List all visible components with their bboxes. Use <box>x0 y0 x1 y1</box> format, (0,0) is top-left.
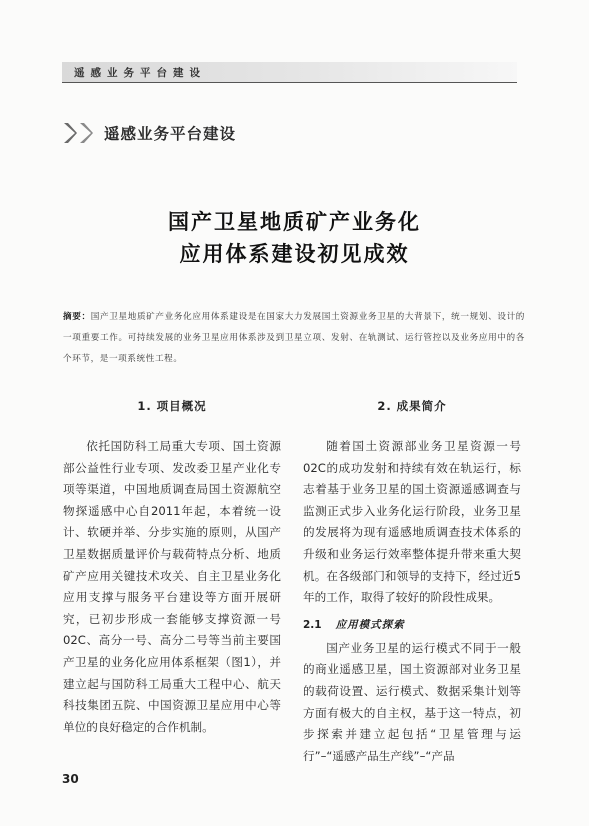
subsection-title: 应用模式探索 <box>335 619 405 632</box>
running-header <box>62 62 517 83</box>
left-column <box>63 398 281 738</box>
subsection-paragraph: 国产业务卫星的运行模式不同于一般的商业遥感卫星，国土资源部对业务卫星的载荷设置、运行模式、数据采集计划等方面有极大的自主权，基于这一特点，初步探索并建立起包括“卫星管理与运行”–“遥感产品生产线”–“产品 <box>303 640 521 763</box>
project-overview-heading: 1. 项目概况 <box>137 399 207 413</box>
subsection-heading <box>303 616 521 634</box>
abstract <box>63 307 525 370</box>
article-title-line-1: 国产卫星地质矿产业务化 <box>168 210 421 234</box>
subsection-number: 2.1 <box>303 618 322 631</box>
double-chevron-icon <box>78 122 93 144</box>
running-header-text: 遥感业务平台建设 <box>74 67 206 79</box>
page-number: 30 <box>62 772 79 786</box>
results-paragraph: 随着国土资源部业务卫星资源一号02C的成功发射和持续有效在轨运行，标志着基于业务卫星的国土资源遥感调查与监测正式步入业务化运行阶段，业务卫星的发展将为现有遥感地质调查技术体系的升级和业务运行效率整体提升带来重大契机。在各级部门和领导的支持下，经过近5年的工作，取得了较好的阶段性成果。 <box>303 439 521 605</box>
results-heading: 2. 成果简介 <box>377 399 447 413</box>
right-column <box>303 398 521 767</box>
abstract-text: 国产卫星地质矿产业务化应用体系建设是在国家大力发展国土资源业务卫星的大背景下，统一规划、设计的一项重要工作。可持续发展的业务卫星应用体系涉及到卫星立项、发射、在轨测试、运行管控以及业务应用中的各个环节，是一项系统性工程。 <box>63 312 525 364</box>
project-overview-paragraph: 依托国防科工局重大专项、国土资源部公益性行业专项、发改委卫星产业化专项等渠道，中国地质调查局国土资源航空物探遥感中心自2011年起，本着统一设计、软硬并举、分步实施的原则，从国产卫星数据质量评价与载荷特点分析、地质矿产应用关键技术攻关、自主卫星业务化应用支撑与服务平台建设等方面开展研究，已初步形成一套能够支撑资源一号02C、高分一号、高分二号等当前主要国产卫星的业务化应用体系框架（图1），并建立起与国防科工局重大工程中心、航天科技集团五院、中国资源卫星应用中心等单位的良好稳定的合作机制。 <box>63 439 281 734</box>
section-title: 遥感业务平台建设 <box>104 125 237 143</box>
section-heading <box>62 116 236 150</box>
double-chevron-icon <box>62 122 77 144</box>
abstract-label: 摘要： <box>63 312 91 322</box>
article-title-line-2: 应用体系建设初见成效 <box>179 242 410 266</box>
